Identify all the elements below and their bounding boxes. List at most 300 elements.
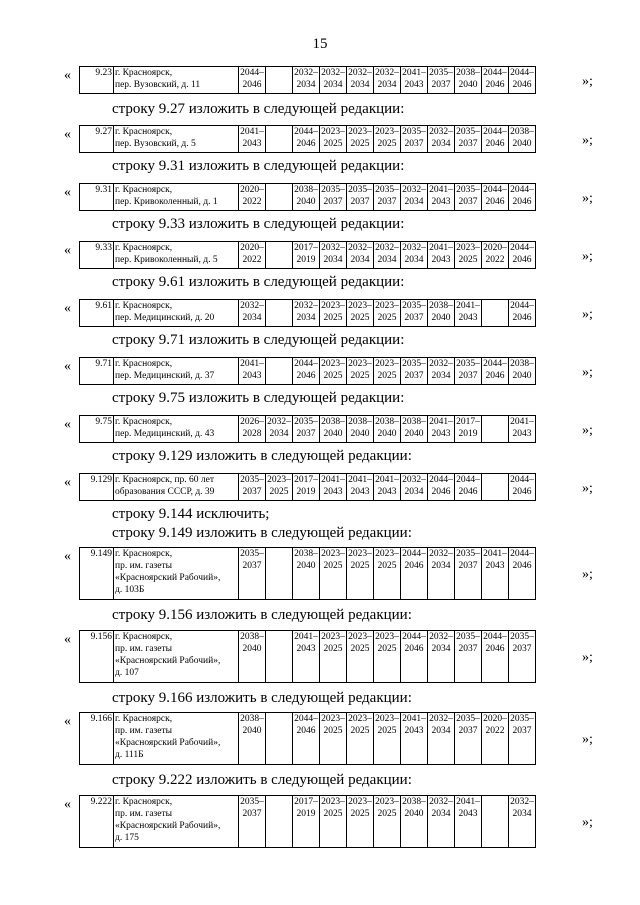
year-range-cell [266, 796, 293, 848]
year-end: 2037 [458, 371, 478, 381]
year-start: 2023– [375, 359, 399, 369]
year-range-cell [374, 126, 401, 153]
year-start: 2032– [375, 68, 399, 78]
year-start: 2035– [456, 359, 480, 369]
year-range-cell [455, 416, 482, 443]
year-range-cell [266, 548, 293, 600]
year-range-cell [509, 126, 536, 153]
year-start: 2023– [348, 632, 372, 642]
address-line: «Красноярский Рабочий», [115, 738, 221, 748]
year-range-cell [482, 796, 509, 848]
section-heading: строку 9.33 изложить в следующей редакции: [112, 216, 405, 232]
year-end: 2022 [242, 197, 262, 207]
year-end: 2034 [431, 371, 451, 381]
year-start: 2023– [321, 359, 345, 369]
opening-quote: « [64, 127, 71, 142]
closing-quote: »; [582, 815, 593, 830]
address-line: д. 175 [115, 833, 139, 843]
year-range-cell [320, 631, 347, 683]
year-range-cell [374, 474, 401, 501]
year-range-cell [266, 242, 293, 269]
address-line: пр. им. газеты [115, 561, 173, 571]
year-end: 2046 [242, 80, 262, 90]
opening-quote: « [64, 185, 71, 200]
table-row [80, 416, 536, 443]
year-range-cell [482, 300, 509, 327]
year-end: 2040 [377, 429, 397, 439]
year-start: 2041– [348, 475, 372, 485]
page-number: 15 [312, 36, 328, 52]
year-end: 2034 [296, 313, 316, 323]
year-end: 2046 [458, 487, 478, 497]
year-start: 2032– [402, 475, 426, 485]
year-range-cell [482, 126, 509, 153]
year-range-cell [239, 67, 266, 94]
table-row [80, 474, 536, 501]
year-end: 2025 [350, 561, 370, 571]
year-end: 2046 [485, 139, 505, 149]
row-number: 9.166 [80, 713, 114, 765]
address-line: «Красноярский Рабочий», [115, 573, 221, 583]
opening-quote: « [64, 301, 71, 316]
year-range-cell [401, 67, 428, 94]
year-range-cell [455, 548, 482, 600]
year-range-cell [374, 358, 401, 385]
year-range-cell [320, 184, 347, 211]
year-range-cell [374, 713, 401, 765]
year-range-cell [374, 548, 401, 600]
year-start: 2035– [456, 185, 480, 195]
year-end: 2040 [431, 313, 451, 323]
year-start: 2023– [375, 301, 399, 311]
year-end: 2019 [296, 255, 316, 265]
year-start: 2038– [510, 127, 534, 137]
year-start: 2023– [348, 127, 372, 137]
year-range-cell [428, 474, 455, 501]
address-line: пер. Медицинский, д. 37 [115, 371, 215, 381]
year-range-cell [482, 631, 509, 683]
address-cell [114, 474, 239, 501]
opening-quote: « [64, 714, 71, 729]
year-start: 2032– [429, 714, 453, 724]
street-row-table [79, 547, 536, 600]
year-end: 2046 [485, 80, 505, 90]
year-range-cell [401, 416, 428, 443]
row-number: 9.71 [80, 358, 114, 385]
year-range-cell [320, 67, 347, 94]
year-range-cell [347, 713, 374, 765]
address-line: д. 111Б [115, 750, 144, 760]
year-end: 2046 [512, 487, 532, 497]
year-start: 2023– [267, 475, 291, 485]
closing-quote: »; [582, 423, 593, 438]
year-end: 2022 [485, 255, 505, 265]
year-range-cell [401, 631, 428, 683]
year-range-cell [293, 358, 320, 385]
year-end: 2046 [485, 197, 505, 207]
year-start: 2044– [456, 475, 480, 485]
year-end: 2037 [431, 80, 451, 90]
year-start: 2044– [402, 632, 426, 642]
year-start: 2023– [321, 714, 345, 724]
year-start: 2035– [510, 714, 534, 724]
table-row [80, 242, 536, 269]
year-end: 2025 [323, 371, 343, 381]
year-range-cell [455, 300, 482, 327]
year-range-cell [509, 796, 536, 848]
year-start: 2032– [321, 243, 345, 253]
year-end: 2043 [377, 487, 397, 497]
year-end: 2025 [377, 644, 397, 654]
year-range-cell [266, 67, 293, 94]
year-start: 2038– [402, 797, 426, 807]
address-cell [114, 358, 239, 385]
closing-quote: »; [582, 732, 593, 747]
table-row [80, 796, 536, 848]
year-range-cell [509, 548, 536, 600]
year-range-cell [293, 416, 320, 443]
opening-quote: « [64, 243, 71, 258]
year-end: 2034 [431, 809, 451, 819]
street-row-table [79, 415, 536, 443]
table-row [80, 713, 536, 765]
year-range-cell [455, 631, 482, 683]
year-start: 2020– [483, 243, 507, 253]
year-start: 2038– [375, 417, 399, 427]
year-end: 2025 [350, 644, 370, 654]
year-start: 2032– [240, 301, 264, 311]
address-line: пер. Вузовский, д. 11 [115, 80, 201, 90]
year-range-cell [428, 300, 455, 327]
year-range-cell [293, 300, 320, 327]
year-start: 2023– [375, 714, 399, 724]
year-start: 2035– [429, 68, 453, 78]
year-end: 2025 [323, 644, 343, 654]
table-row [80, 126, 536, 153]
year-range-cell [401, 548, 428, 600]
year-range-cell [428, 126, 455, 153]
year-end: 2025 [458, 255, 478, 265]
address-line: г. Красноярск, пр. 60 лет [115, 475, 215, 485]
year-end: 2040 [350, 429, 370, 439]
year-end: 2040 [404, 809, 424, 819]
year-range-cell [293, 548, 320, 600]
year-end: 2046 [296, 726, 316, 736]
year-start: 2041– [429, 185, 453, 195]
year-start: 2023– [348, 301, 372, 311]
year-start: 2038– [456, 68, 480, 78]
year-range-cell [347, 474, 374, 501]
table-row [80, 631, 536, 683]
year-range-cell [320, 242, 347, 269]
year-range-cell [455, 358, 482, 385]
year-end: 2046 [512, 197, 532, 207]
year-range-cell [401, 184, 428, 211]
section-heading: строку 9.129 изложить в следующей редакции: [112, 448, 412, 464]
year-range-cell [455, 67, 482, 94]
address-line: г. Красноярск, [115, 127, 173, 137]
year-start: 2020– [483, 714, 507, 724]
year-start: 2032– [402, 185, 426, 195]
year-start: 2044– [294, 359, 318, 369]
year-start: 2044– [429, 475, 453, 485]
year-end: 2025 [350, 809, 370, 819]
closing-quote: »; [582, 133, 593, 148]
year-range-cell [347, 631, 374, 683]
year-end: 2043 [431, 429, 451, 439]
year-end: 2037 [512, 726, 532, 736]
year-start: 2023– [321, 797, 345, 807]
address-line: д. 103Б [115, 585, 145, 595]
year-end: 2025 [323, 726, 343, 736]
year-start: 2023– [348, 797, 372, 807]
row-number: 9.75 [80, 416, 114, 443]
year-range-cell [266, 184, 293, 211]
year-start: 2032– [294, 68, 318, 78]
year-end: 2025 [377, 726, 397, 736]
year-start: 2023– [348, 549, 372, 559]
year-start: 2023– [375, 797, 399, 807]
street-row-table [79, 66, 536, 94]
year-start: 2017– [294, 243, 318, 253]
year-end: 2043 [350, 487, 370, 497]
year-end: 2034 [431, 139, 451, 149]
year-end: 2025 [323, 809, 343, 819]
year-range-cell [293, 631, 320, 683]
year-start: 2041– [321, 475, 345, 485]
year-start: 2032– [429, 127, 453, 137]
year-range-cell [293, 184, 320, 211]
year-start: 2041– [402, 68, 426, 78]
year-start: 2017– [294, 475, 318, 485]
row-number: 9.33 [80, 242, 114, 269]
opening-quote: « [64, 632, 71, 647]
opening-quote: « [64, 68, 71, 83]
year-range-cell [293, 67, 320, 94]
year-range-cell [455, 713, 482, 765]
year-range-cell [509, 358, 536, 385]
year-start: 2041– [429, 243, 453, 253]
year-end: 2034 [404, 487, 424, 497]
year-end: 2040 [242, 644, 262, 654]
address-cell [114, 242, 239, 269]
year-end: 2043 [458, 313, 478, 323]
year-range-cell [266, 416, 293, 443]
year-range-cell [266, 713, 293, 765]
row-number: 9.31 [80, 184, 114, 211]
section-heading: строку 9.27 изложить в следующей редакции: [112, 101, 405, 117]
year-start: 2038– [294, 185, 318, 195]
year-end: 2040 [512, 139, 532, 149]
address-cell [114, 548, 239, 600]
year-end: 2037 [242, 561, 262, 571]
year-end: 2025 [323, 561, 343, 571]
address-line: пр. им. газеты [115, 809, 173, 819]
year-start: 2044– [294, 714, 318, 724]
year-end: 2037 [404, 313, 424, 323]
address-line: пер. Медицинский, д. 20 [115, 313, 215, 323]
year-end: 2037 [458, 644, 478, 654]
year-end: 2025 [377, 371, 397, 381]
year-range-cell [428, 358, 455, 385]
address-cell [114, 713, 239, 765]
address-line: г. Красноярск, [115, 797, 173, 807]
year-end: 2034 [404, 197, 424, 207]
year-range-cell [509, 474, 536, 501]
year-end: 2034 [350, 255, 370, 265]
year-range-cell [320, 300, 347, 327]
address-line: «Красноярский Рабочий», [115, 821, 221, 831]
year-start: 2035– [456, 549, 480, 559]
year-end: 2034 [350, 80, 370, 90]
year-range-cell [320, 796, 347, 848]
year-start: 2023– [375, 127, 399, 137]
year-start: 2044– [510, 549, 534, 559]
address-line: пер. Кривоколенный, д. 1 [115, 197, 218, 207]
table-row [80, 67, 536, 94]
address-line: пр. им. газеты [115, 726, 173, 736]
year-end: 2025 [350, 726, 370, 736]
address-line: пер. Кривоколенный, д. 5 [115, 255, 218, 265]
address-line: пер. Вузовский, д. 5 [115, 139, 196, 149]
year-start: 2035– [456, 714, 480, 724]
year-range-cell [239, 184, 266, 211]
year-range-cell [401, 300, 428, 327]
year-end: 2025 [377, 561, 397, 571]
address-line: г. Красноярск, [115, 549, 173, 559]
year-end: 2046 [404, 561, 424, 571]
year-start: 2035– [456, 632, 480, 642]
year-start: 2023– [321, 127, 345, 137]
year-start: 2035– [348, 185, 372, 195]
year-start: 2044– [510, 68, 534, 78]
year-range-cell [428, 184, 455, 211]
year-end: 2037 [377, 197, 397, 207]
year-range-cell [455, 126, 482, 153]
year-end: 2043 [404, 80, 424, 90]
year-range-cell [266, 300, 293, 327]
year-end: 2046 [431, 487, 451, 497]
year-end: 2022 [242, 255, 262, 265]
year-range-cell [239, 548, 266, 600]
year-end: 2043 [404, 726, 424, 736]
year-end: 2034 [377, 80, 397, 90]
year-start: 2044– [510, 185, 534, 195]
year-range-cell [347, 126, 374, 153]
address-cell [114, 796, 239, 848]
closing-quote: »; [582, 307, 593, 322]
year-end: 2043 [323, 487, 343, 497]
year-start: 2032– [375, 243, 399, 253]
year-end: 2043 [512, 429, 532, 439]
year-range-cell [239, 242, 266, 269]
year-end: 2034 [296, 80, 316, 90]
year-start: 2038– [348, 417, 372, 427]
year-start: 2023– [375, 549, 399, 559]
year-range-cell [482, 67, 509, 94]
year-end: 2040 [404, 429, 424, 439]
year-end: 2037 [323, 197, 343, 207]
year-range-cell [320, 126, 347, 153]
year-start: 2041– [240, 127, 264, 137]
year-range-cell [428, 631, 455, 683]
year-end: 2043 [431, 197, 451, 207]
year-range-cell [320, 713, 347, 765]
year-start: 2044– [483, 68, 507, 78]
year-start: 2038– [240, 714, 264, 724]
year-range-cell [374, 416, 401, 443]
table-row [80, 548, 536, 600]
address-line: г. Красноярск, [115, 632, 173, 642]
year-start: 2035– [240, 475, 264, 485]
address-line: г. Красноярск, [115, 359, 173, 369]
address-line: г. Красноярск, [115, 301, 173, 311]
section-heading: строку 9.71 изложить в следующей редакции: [112, 332, 405, 348]
year-range-cell [401, 126, 428, 153]
opening-quote: « [64, 359, 71, 374]
year-range-cell [374, 631, 401, 683]
year-range-cell [239, 474, 266, 501]
year-start: 2041– [510, 417, 534, 427]
year-range-cell [347, 548, 374, 600]
year-start: 2035– [321, 185, 345, 195]
address-cell [114, 300, 239, 327]
year-range-cell [509, 631, 536, 683]
year-end: 2037 [458, 726, 478, 736]
year-end: 2037 [242, 487, 262, 497]
year-end: 2043 [242, 139, 262, 149]
table-row [80, 184, 536, 211]
year-range-cell [239, 300, 266, 327]
year-start: 2017– [294, 797, 318, 807]
year-start: 2020– [240, 185, 264, 195]
year-end: 2043 [242, 371, 262, 381]
year-range-cell [482, 548, 509, 600]
year-start: 2038– [510, 359, 534, 369]
year-end: 2034 [377, 255, 397, 265]
year-start: 2035– [375, 185, 399, 195]
opening-quote: « [64, 797, 71, 812]
table-row [80, 300, 536, 327]
address-cell [114, 126, 239, 153]
year-end: 2025 [350, 371, 370, 381]
year-end: 2043 [485, 561, 505, 571]
row-number: 9.61 [80, 300, 114, 327]
year-end: 2040 [296, 561, 316, 571]
year-range-cell [347, 242, 374, 269]
year-end: 2037 [296, 429, 316, 439]
year-start: 2023– [321, 632, 345, 642]
year-range-cell [482, 358, 509, 385]
year-range-cell [239, 796, 266, 848]
year-start: 2032– [429, 632, 453, 642]
year-start: 2032– [321, 68, 345, 78]
year-range-cell [347, 358, 374, 385]
year-range-cell [347, 184, 374, 211]
year-range-cell [482, 416, 509, 443]
opening-quote: « [64, 417, 71, 432]
year-range-cell [293, 474, 320, 501]
section-heading: строку 9.144 исключить; [112, 506, 270, 522]
year-range-cell [320, 474, 347, 501]
year-start: 2023– [321, 549, 345, 559]
year-start: 2044– [402, 549, 426, 559]
year-end: 2043 [458, 809, 478, 819]
year-start: 2044– [294, 127, 318, 137]
year-start: 2038– [321, 417, 345, 427]
year-range-cell [401, 358, 428, 385]
year-end: 2034 [404, 255, 424, 265]
